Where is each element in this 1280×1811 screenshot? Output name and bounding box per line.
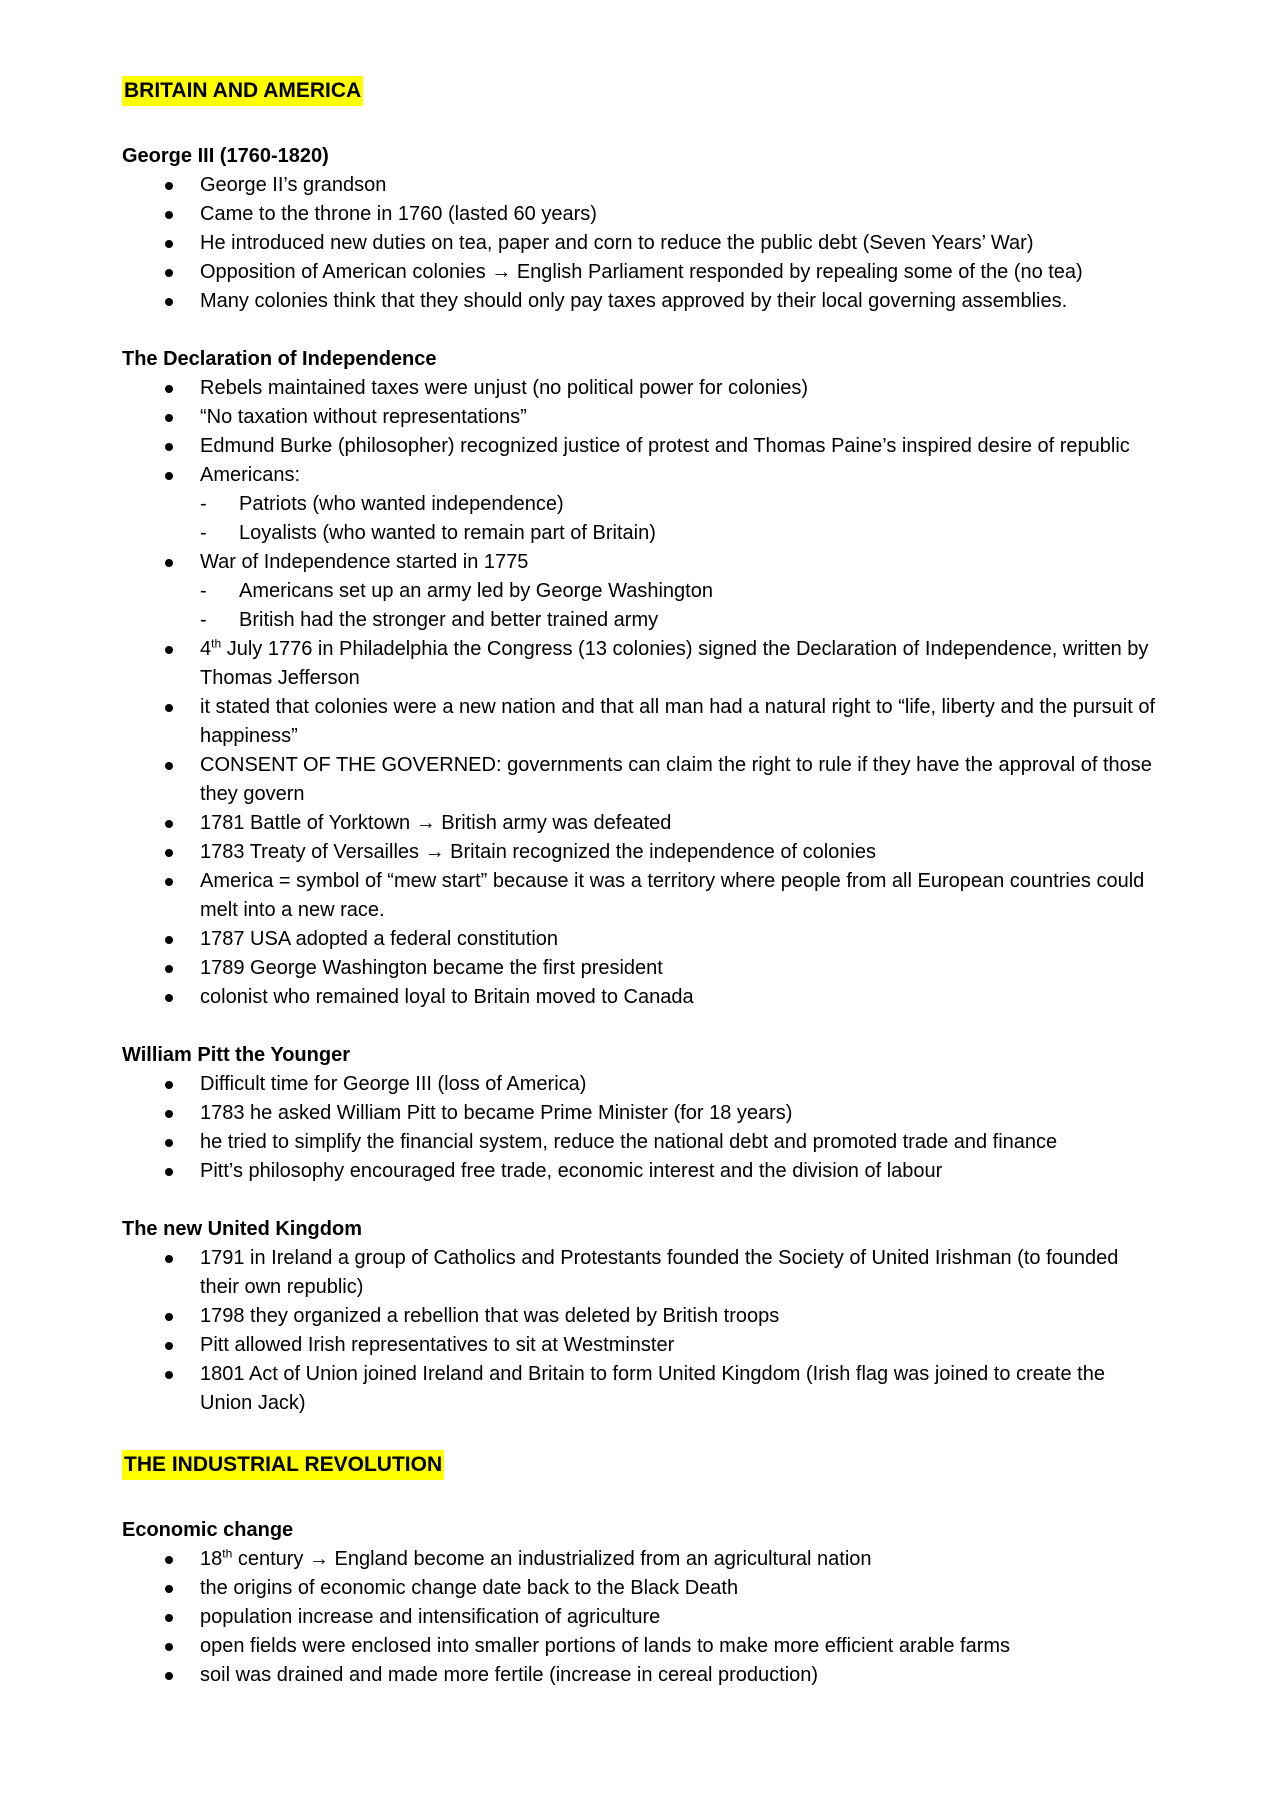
list-item: “No taxation without representations” [122,403,1160,432]
spacer [122,1418,1280,1450]
title-industrial-revolution: THE INDUSTRIAL REVOLUTION [122,1450,444,1480]
list-item: Edmund Burke (philosopher) recognized justice of protest and Thomas Paine’s inspired desire of republic [122,432,1160,461]
list-item: George II’s grandson [122,171,1160,200]
spacer [122,316,1280,345]
list-item-text: Americans: [200,464,301,486]
list-item-text: century → England become an industrialized from an agricultural nation [232,1548,872,1570]
section-heading: Economic change [122,1519,294,1541]
list-item-july [122,635,1160,693]
list-item-text: War of Independence started in 1775 [200,551,529,573]
spacer [122,1480,1280,1516]
list-item: colonist who remained loyal to Britain moved to Canada [122,983,1160,1012]
ordinal-suffix: th [211,636,222,651]
list-item: 1787 USA adopted a federal constitution [122,925,1160,954]
list-item: Pitt allowed Irish representatives to sit at Westminster [122,1331,1160,1360]
date-number: 4 [200,638,212,660]
list-item-americans [122,461,1160,548]
list-item: 1783 he asked William Pitt to became Prime Minister (for 18 years) [122,1099,1160,1128]
list-item: soil was drained and made more fertile (increase in cereal production) [122,1661,1160,1690]
section-declaration [122,345,1280,1012]
spacer [122,106,1280,142]
bullet-list [122,374,1280,1012]
list-item: Opposition of American colonies → English Parliament responded by repealing some of the (no tea) [122,258,1160,287]
list-item: open fields were enclosed into smaller portions of lands to make more efficient arable farms [122,1632,1160,1661]
section-economic-change [122,1516,1280,1690]
spacer [122,1012,1280,1041]
list-item-war [122,548,1160,635]
sub-item: - Patriots (who wanted independence) [200,490,1160,519]
list-item-century [122,1545,1160,1574]
list-item: 1783 Treaty of Versailles → Britain recognized the independence of colonies [122,838,1160,867]
section-pitt [122,1041,1280,1186]
title-britain-america: BRITAIN AND AMERICA [122,76,363,106]
bullet-list [122,1545,1280,1690]
sub-item: - British had the stronger and better trained army [200,606,1160,635]
list-item: 1789 George Washington became the first president [122,954,1160,983]
list-item: he tried to simplify the financial system, reduce the national debt and promoted trade and finance [122,1128,1160,1157]
sub-list [200,577,1160,635]
list-item: Many colonies think that they should only pay taxes approved by their local governing assemblies. [122,287,1160,316]
list-item: CONSENT OF THE GOVERNED: governments can claim the right to rule if they have the approval of those they govern [122,751,1160,809]
list-item-text: July 1776 in Philadelphia the Congress (13 colonies) signed the Declaration of Independence, written by Thomas Jefferson [200,638,1149,689]
list-item: 1798 they organized a rebellion that was deleted by British troops [122,1302,1160,1331]
list-item: Came to the throne in 1760 (lasted 60 years) [122,200,1160,229]
sub-list [200,490,1160,548]
section-heading: The Declaration of Independence [122,348,437,370]
list-item: Rebels maintained taxes were unjust (no political power for colonies) [122,374,1160,403]
bullet-list [122,1244,1280,1418]
list-item: Difficult time for George III (loss of America) [122,1070,1160,1099]
spacer [122,1186,1280,1215]
list-item: the origins of economic change date back to the Black Death [122,1574,1160,1603]
bullet-list [122,1070,1280,1186]
list-item: Pitt’s philosophy encouraged free trade, economic interest and the division of labour [122,1157,1160,1186]
list-item: it stated that colonies were a new nation and that all man had a natural right to “life, liberty and the pursuit of happiness” [122,693,1160,751]
ordinal-suffix: th [222,1546,233,1561]
list-item: 1791 in Ireland a group of Catholics and Protestants founded the Society of United Irishman (to founded their own republic) [122,1244,1160,1302]
section-heading: George III (1760-1820) [122,145,329,167]
list-item: 1801 Act of Union joined Ireland and Britain to form United Kingdom (Irish flag was joined to create the Union Jack) [122,1360,1160,1418]
section-heading: The new United Kingdom [122,1218,362,1240]
section-united-kingdom [122,1215,1280,1418]
list-item: population increase and intensification of agriculture [122,1603,1160,1632]
bullet-list [122,171,1280,316]
sub-item: - Loyalists (who wanted to remain part of Britain) [200,519,1160,548]
century-number: 18 [200,1548,223,1570]
list-item: 1781 Battle of Yorktown → British army was defeated [122,809,1160,838]
sub-item: - Americans set up an army led by George Washington [200,577,1160,606]
list-item: America = symbol of “mew start” because it was a territory where people from all European countries could melt into a new race. [122,867,1160,925]
list-item: He introduced new duties on tea, paper and corn to reduce the public debt (Seven Years’ War) [122,229,1160,258]
section-george-iii [122,142,1280,316]
section-heading: William Pitt the Younger [122,1044,350,1066]
